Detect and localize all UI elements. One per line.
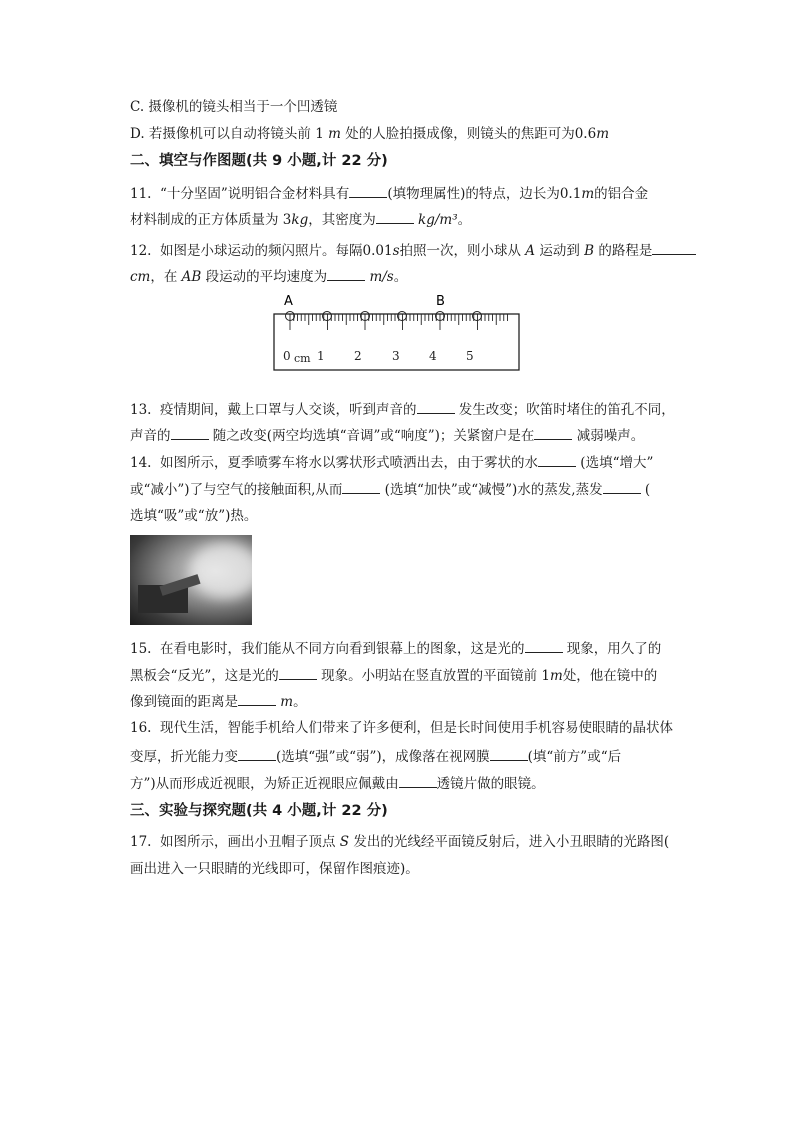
question-17-line1: 17. 如图所示，画出小丑帽子顶点 S 发出的光线经平面镜反射后，进入小丑眼睛的光路图(: [130, 834, 670, 850]
question-16-line1: 16. 现代生活，智能手机给人们带来了许多便利，但是长时间使用手机容易使眼睛的晶状体: [130, 720, 673, 736]
question-16-line3: 方”)从而形成近视眼，为矫正近视眼应佩戴由 透镜片做的眼镜。: [130, 773, 545, 794]
answer-blank[interactable]: [525, 638, 563, 653]
ruler-label-a: A: [284, 294, 293, 309]
tick-label: 2: [354, 349, 362, 363]
question-15-line1: 15. 在看电影时，我们能从不同方向看到银幕上的图象，这是光的 现象，用久了的: [130, 638, 661, 659]
answer-blank[interactable]: [327, 266, 365, 281]
section-2-heading: 二、填空与作图题(共 9 小题,计 22 分): [130, 153, 388, 169]
question-13-line1: 13. 疫情期间，戴上口罩与人交谈，听到声音的 发生改变；吹笛时堵住的笛孔不同，: [130, 399, 675, 420]
answer-blank[interactable]: [238, 691, 276, 706]
spray-truck-photo: [130, 535, 252, 625]
answer-blank[interactable]: [399, 773, 437, 788]
question-14-line1: 14. 如图所示，夏季喷雾车将水以雾状形式喷洒出去，由于雾状的水 (选填“增大”: [130, 452, 653, 473]
question-14-line3: 选填“吸”或“放”)热。: [130, 508, 258, 524]
section-3-heading: 三、实验与探究题(共 4 小题,计 22 分): [130, 803, 388, 819]
answer-blank[interactable]: [342, 479, 380, 494]
tick-label: 3: [392, 349, 400, 363]
answer-blank[interactable]: [603, 479, 641, 494]
answer-blank[interactable]: [376, 209, 414, 224]
tick-label: 4: [429, 349, 437, 363]
question-15-line3: 像到镜面的距离是 m。: [130, 691, 307, 712]
answer-blank[interactable]: [490, 746, 528, 761]
question-11-line2: 材料制成的正方体质量为 3kg，其密度为 kg/m³。: [130, 209, 471, 230]
mist-cloud: [190, 543, 252, 598]
option-c: C. 摄像机的镜头相当于一个凹透镜: [130, 99, 338, 115]
question-16-line2: 变厚，折光能力变 (选填“强”或“弱”)，成像落在视网膜 (填“前方”或“后: [130, 746, 621, 767]
answer-blank[interactable]: [171, 425, 209, 440]
answer-blank[interactable]: [349, 183, 387, 198]
question-17-line2: 画出进入一只眼睛的光线即可，保留作图痕迹)。: [130, 861, 419, 877]
tick-label: 1: [317, 349, 325, 363]
option-d: D. 若摄像机可以自动将镜头前 1 m 处的人脸拍摄成像，则镜头的焦距可为0.6m: [130, 126, 609, 142]
answer-blank[interactable]: [652, 240, 696, 255]
ruler-unit: cm: [294, 352, 311, 365]
answer-blank[interactable]: [238, 746, 276, 761]
ruler-label-b: B: [436, 294, 445, 309]
question-12-line2: cm，在 AB 段运动的平均速度为 m/s。: [130, 266, 407, 287]
answer-blank[interactable]: [417, 399, 455, 414]
answer-blank[interactable]: [534, 425, 572, 440]
tick-label: 0: [283, 349, 291, 363]
question-14-line2: 或“减小”)了与空气的接触面积,从而 (选填“加快”或“减慢”)水的蒸发,蒸发 (: [130, 479, 650, 500]
question-12-line1: 12. 如图是小球运动的频闪照片。每隔0.01s拍照一次，则小球从 A 运动到 B 的路程是: [130, 240, 696, 261]
question-15-line2: 黑板会“反光”，这是光的 现象。小明站在竖直放置的平面镜前 1m处，他在镜中的: [130, 665, 657, 686]
answer-blank[interactable]: [538, 452, 576, 467]
strobe-ruler-figure: [272, 294, 522, 374]
question-11-line1: 11. “十分坚固”说明铝合金材料具有 (填物理属性)的特点，边长为0.1m的铝合金: [130, 183, 648, 204]
question-13-line2: 声音的 随之改变(两空均选填“音调”或“响度”)；关紧窗户是在 减弱噪声。: [130, 425, 644, 446]
tick-label: 5: [466, 349, 474, 363]
answer-blank[interactable]: [279, 665, 317, 680]
